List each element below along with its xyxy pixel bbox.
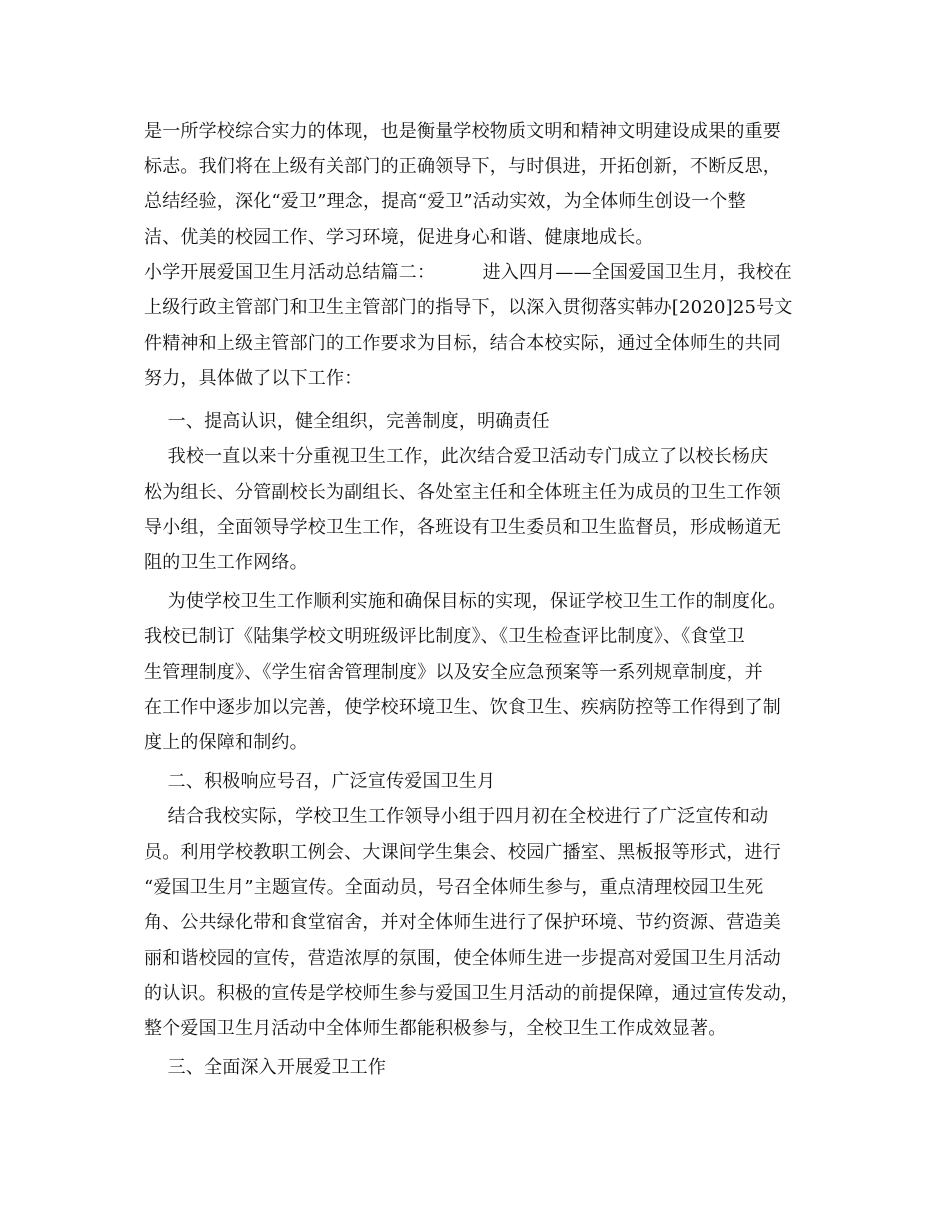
text-line: 导小组，全面领导学校卫生工作，各班设有卫生委员和卫生监督员，形成畅道无	[144, 517, 781, 538]
text-line: 丽和谐校园的宣传，营造浓厚的氛围，使全体师生进一步提高对爱国卫生月活动	[144, 948, 781, 969]
text-line: “爱国卫生月”主题宣传。全面动员，号召全体师生参与，重点清理校园卫生死	[144, 877, 764, 898]
text-line: 上级行政主管部门和卫生主管部门的指导下，以深入贯彻落实韩办[2020]25号文	[144, 297, 793, 318]
text-line: 件精神和上级主管部门的工作要求为目标，结合本校实际，通过全体师生的共同	[144, 333, 781, 354]
text-line: 角、公共绿化带和食堂宿舍，并对全体师生进行了保护环境、节约资源、营造美	[144, 912, 781, 933]
section-heading: 三、全面深入开展爱卫工作	[144, 1057, 387, 1078]
text-line: 的认识。积极的宣传是学校师生参与爱国卫生月活动的前提保障，通过宣传发动，	[144, 983, 800, 1004]
text-line: 员。利用学校教职工例会、大课间学生集会、校园广播室、黑板报等形式，进行	[144, 842, 781, 863]
text-line: 洁、优美的校园工作、学习环境，促进身心和谐、健康地成长。	[144, 227, 654, 248]
text-line: 努力，具体做了以下工作：	[144, 368, 363, 389]
text-line: 小学开展爱国卫生月活动总结篇二： 进入四月——全国爱国卫生月，我校在	[144, 262, 792, 283]
text-line: 我校一直以来十分重视卫生工作，此次结合爱卫活动专门成立了以校长杨庆	[144, 446, 769, 467]
section-heading: 一、提高认识，健全组织，完善制度，明确责任	[144, 411, 550, 432]
text-line: 松为组长、分管副校长为副组长、各处室主任和全体班主任为成员的卫生工作领	[144, 482, 781, 503]
text-line: 为使学校卫生工作顺利实施和确保目标的实现，保证学校卫生工作的制度化。	[144, 591, 787, 612]
text-line: 是一所学校综合实力的体现，也是衡量学校物质文明和精神文明建设成果的重要	[144, 121, 781, 142]
text-line: 结合我校实际，学校卫生工作领导小组于四月初在全校进行了广泛宣传和动	[144, 806, 769, 827]
text-line: 在工作中逐步加以完善，使学校环境卫生、饮食卫生、疾病防控等工作得到了制	[144, 697, 781, 718]
text-line: 生管理制度》、《学生宿舍管理制度》以及安全应急预案等一系列规章制度，并	[144, 662, 763, 683]
text-line: 度上的保障和制约。	[144, 732, 308, 753]
section-heading: 二、积极响应号召，广泛宣传爱国卫生月	[144, 771, 496, 792]
text-line: 阻的卫生工作网络。	[144, 552, 308, 573]
text-line: 标志。我们将在上级有关部门的正确领导下，与时俱进，开拓创新，不断反思，	[144, 156, 781, 177]
text-line: 整个爱国卫生月活动中全体师生都能积极参与，全校卫生工作成效显著。	[144, 1018, 727, 1039]
text-line: 我校已制订《陆集学校文明班级评比制度》、《卫生检查评比制度》、《食堂卫	[144, 626, 745, 647]
text-line: 总结经验，深化“爱卫”理念，提高“爱卫”活动实效，为全体师生创设一个整	[144, 191, 746, 212]
